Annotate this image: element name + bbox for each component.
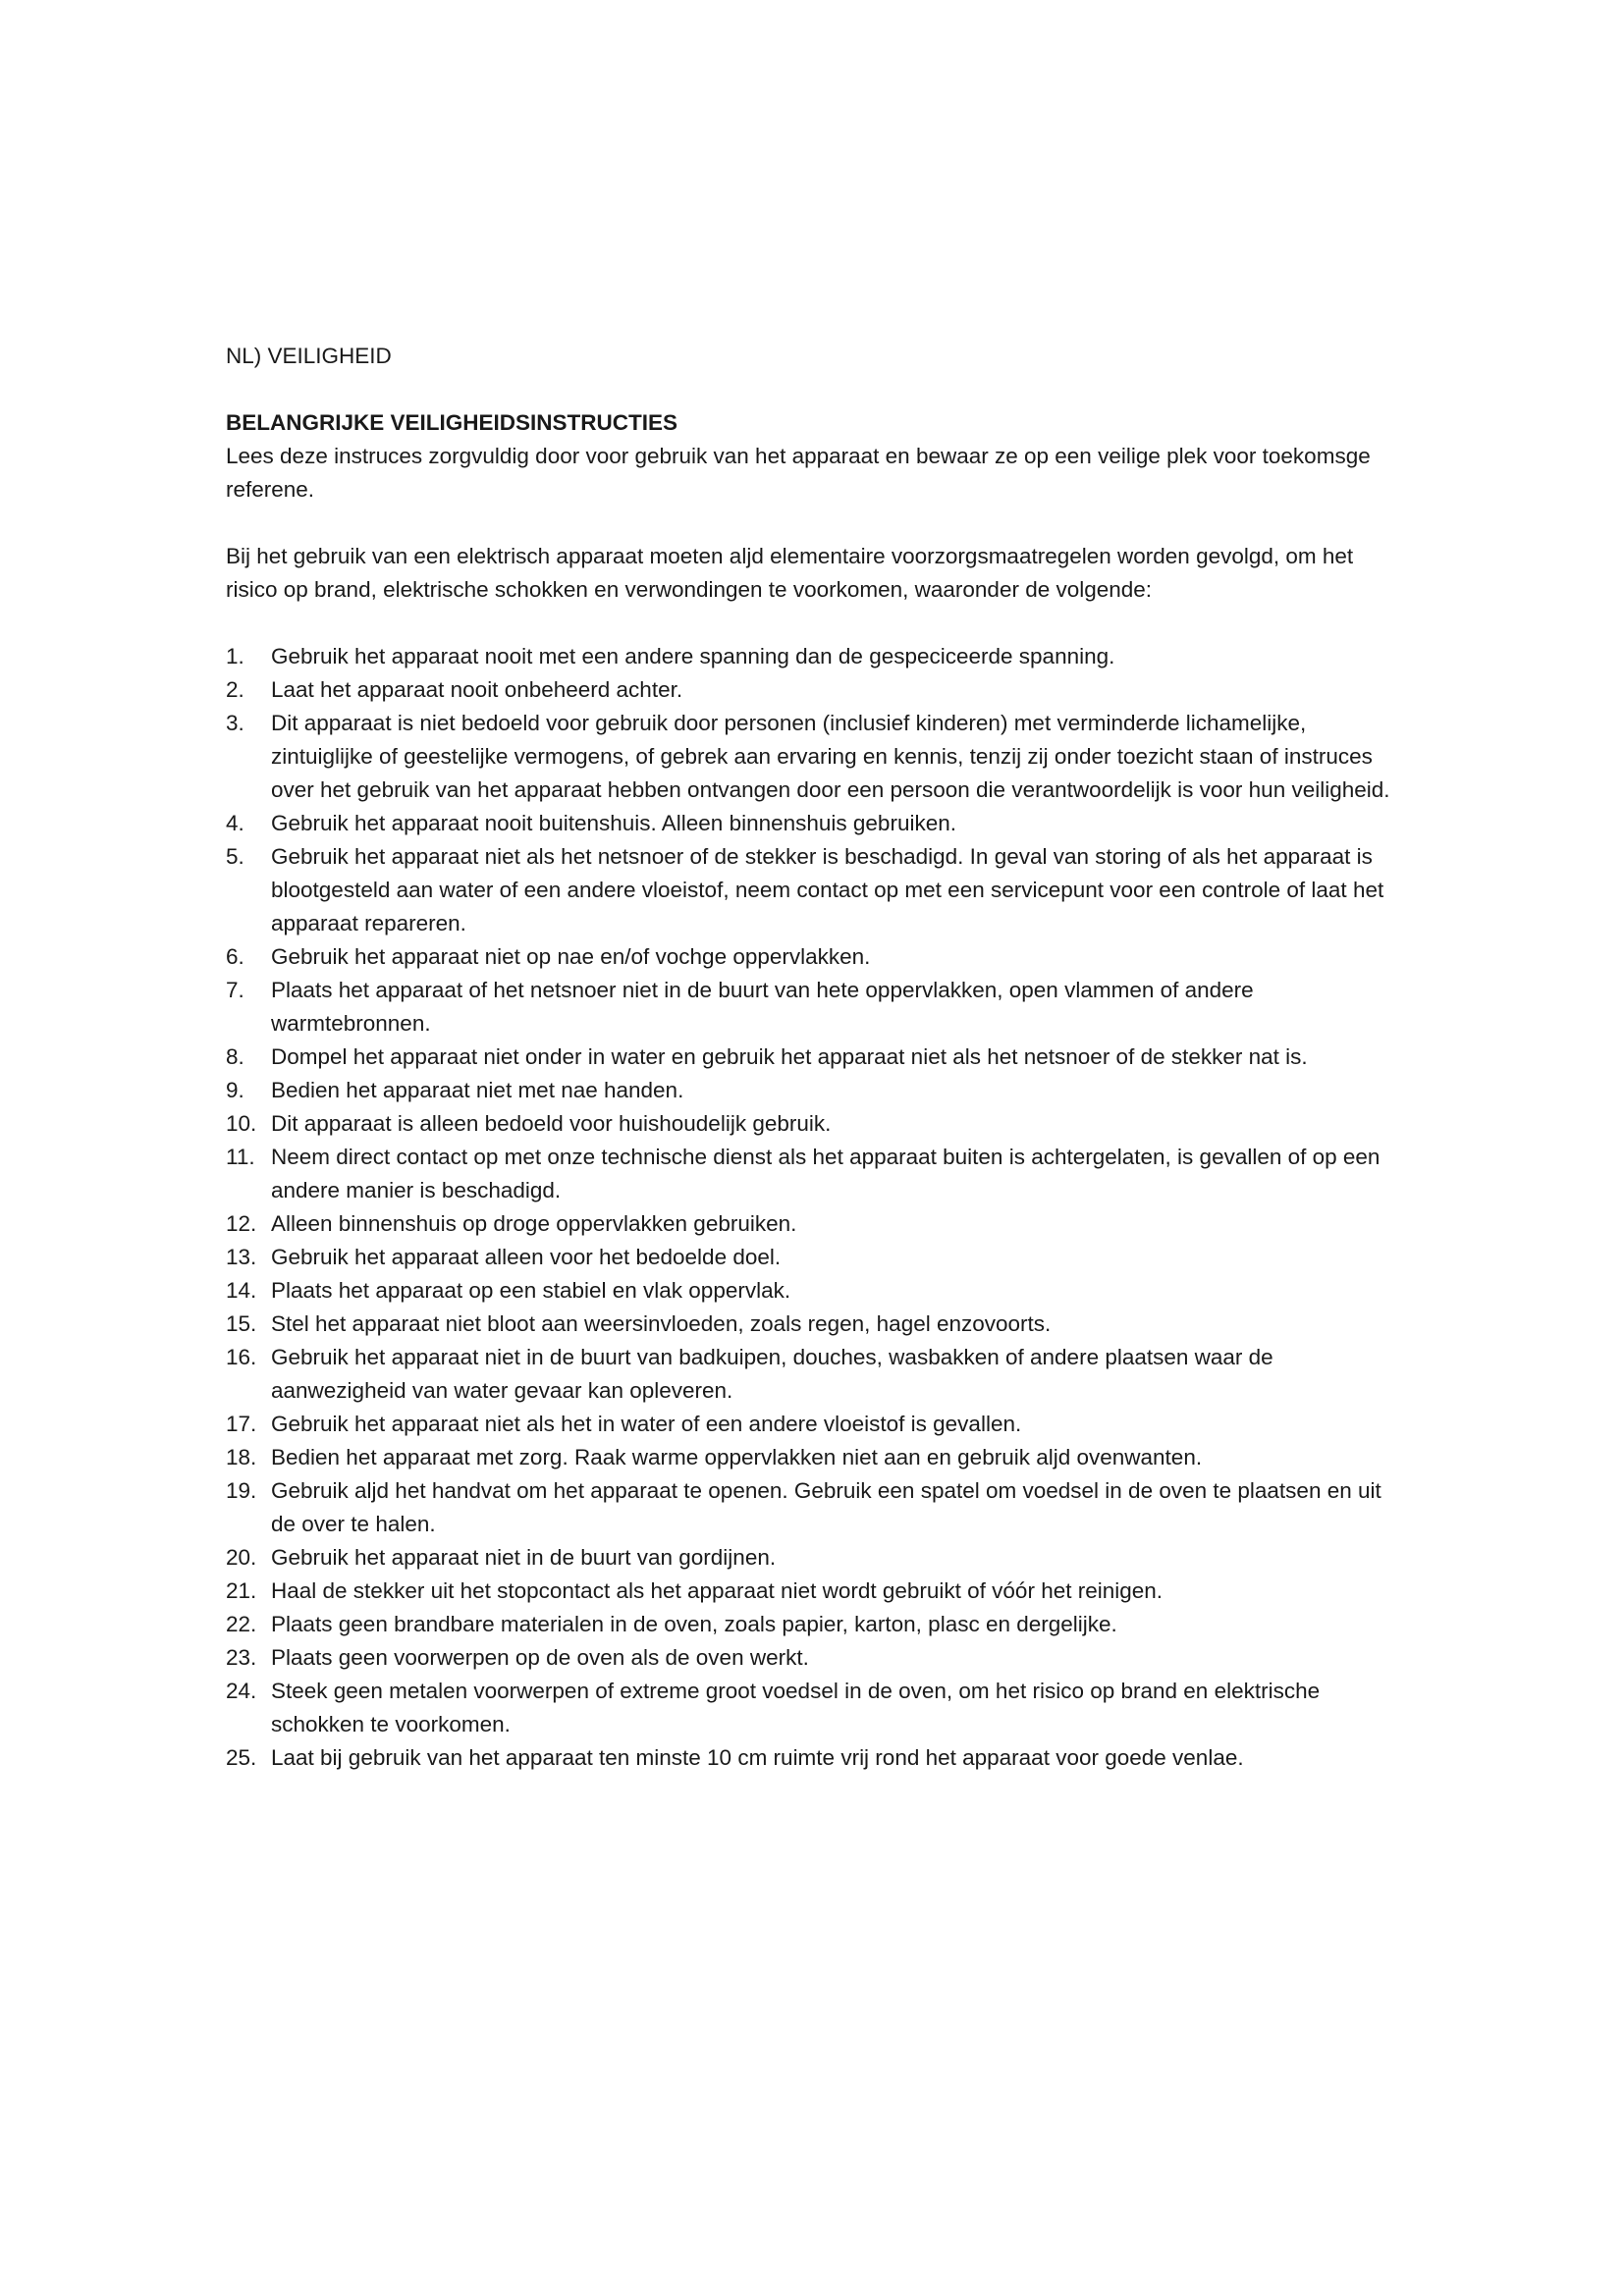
instruction-item — [226, 1441, 1404, 1474]
instruction-number: 3. — [226, 711, 244, 735]
instruction-number: 23. — [226, 1645, 257, 1670]
document-page — [226, 340, 1404, 1775]
instruction-number: 14. — [226, 1278, 257, 1303]
precautions-paragraph: Bij het gebruik van een elektrisch apparaat moeten aljd elementaire voorzorgsmaatregelen worden gevolgd, om het risico op brand, elektrische schokken en verwondingen te voorkomen, waaronder de volgende: — [226, 544, 1354, 602]
instruction-number: 16. — [226, 1345, 257, 1369]
instruction-text: Gebruik het apparaat nooit buitenshuis. Alleen binnenshuis gebruiken. — [271, 811, 956, 835]
instruction-text: Gebruik aljd het handvat om het apparaat te openen. Gebruik een spatel om voedsel in de oven te plaatsen en uit de over te halen. — [271, 1478, 1381, 1536]
instruction-text: Plaats geen voorwerpen op de oven als de oven werkt. — [271, 1645, 809, 1670]
instruction-item — [226, 1474, 1404, 1541]
instruction-item — [226, 1675, 1404, 1741]
instruction-number: 1. — [226, 644, 244, 668]
instruction-number: 11. — [226, 1145, 255, 1169]
instruction-text: Gebruik het apparaat alleen voor het bedoelde doel. — [271, 1245, 782, 1269]
instruction-text: Bedien het apparaat niet met nae handen. — [271, 1078, 684, 1102]
instruction-item — [226, 1408, 1404, 1441]
instruction-item — [226, 1041, 1404, 1074]
instruction-item — [226, 1608, 1404, 1641]
instruction-text: Stel het apparaat niet bloot aan weersinvloeden, zoals regen, hagel enzovoorts. — [271, 1311, 1052, 1336]
instruction-item — [226, 1308, 1404, 1341]
instruction-number: 7. — [226, 978, 244, 1002]
instruction-number: 22. — [226, 1612, 257, 1636]
instruction-text: Laat bij gebruik van het apparaat ten minste 10 cm ruimte vrij rond het apparaat voor goede venlae. — [271, 1745, 1244, 1770]
instruction-number: 17. — [226, 1412, 257, 1436]
instruction-item — [226, 1074, 1404, 1107]
section-label: NL) VEILIGHEID — [226, 344, 392, 368]
instruction-number: 20. — [226, 1545, 257, 1570]
instruction-number: 15. — [226, 1311, 257, 1336]
instruction-number: 4. — [226, 811, 244, 835]
instruction-item — [226, 1207, 1404, 1241]
instruction-text: Gebruik het apparaat niet in de buurt van gordijnen. — [271, 1545, 777, 1570]
instruction-item — [226, 807, 1404, 840]
instruction-item — [226, 940, 1404, 974]
instruction-item — [226, 1741, 1404, 1775]
safety-heading: BELANGRIJKE VEILIGHEIDSINSTRUCTIES — [226, 410, 678, 435]
instruction-number: 5. — [226, 844, 244, 869]
instruction-item — [226, 1274, 1404, 1308]
instruction-number: 18. — [226, 1445, 257, 1469]
instruction-text: Gebruik het apparaat nooit met een andere spanning dan de gespeciceerde spanning. — [271, 644, 1115, 668]
instruction-number: 8. — [226, 1044, 244, 1069]
instruction-text: Neem direct contact op met onze technische dienst als het apparaat buiten is achtergelaten, is gevallen of op een andere manier is beschadigd. — [271, 1145, 1380, 1202]
instruction-number: 12. — [226, 1211, 257, 1236]
instruction-text: Gebruik het apparaat niet als het in water of een andere vloeistof is gevallen. — [271, 1412, 1022, 1436]
instruction-item — [226, 1341, 1404, 1408]
instruction-item — [226, 673, 1404, 707]
instruction-text: Bedien het apparaat met zorg. Raak warme oppervlakken niet aan en gebruik aljd ovenwanten. — [271, 1445, 1203, 1469]
instruction-text: Plaats geen brandbare materialen in de oven, zoals papier, karton, plasc en dergelijke. — [271, 1612, 1117, 1636]
instruction-item — [226, 1241, 1404, 1274]
instruction-text: Plaats het apparaat op een stabiel en vlak oppervlak. — [271, 1278, 791, 1303]
instruction-number: 21. — [226, 1578, 257, 1603]
instruction-text: Steek geen metalen voorwerpen of extreme groot voedsel in de oven, om het risico op brand en elektrische schokken te voorkomen. — [271, 1679, 1321, 1736]
instruction-text: Alleen binnenshuis op droge oppervlakken gebruiken. — [271, 1211, 797, 1236]
instruction-text: Haal de stekker uit het stopcontact als het apparaat niet wordt gebruikt of vóór het reinigen. — [271, 1578, 1164, 1603]
instruction-number: 2. — [226, 677, 244, 702]
instruction-number: 9. — [226, 1078, 244, 1102]
instruction-number: 19. — [226, 1478, 257, 1503]
instruction-item — [226, 1575, 1404, 1608]
instruction-number: 24. — [226, 1679, 257, 1703]
instruction-item — [226, 1107, 1404, 1141]
instruction-text: Dit apparaat is niet bedoeld voor gebruik door personen (inclusief kinderen) met verminderde lichamelijke, zintuiglijke of geestelijke vermogens, of gebrek aan ervaring en kennis, tenzij zij onder toezicht staan of instruces over het gebruik van het apparaat hebben ontvangen door een persoon die verantwoordelijk is voor hun veiligheid. — [271, 711, 1390, 802]
instruction-number: 10. — [226, 1111, 257, 1136]
instruction-item — [226, 840, 1404, 940]
instruction-text: Gebruik het apparaat niet op nae en/of vochge oppervlakken. — [271, 944, 871, 969]
instructions-list — [226, 640, 1404, 1775]
instruction-text: Gebruik het apparaat niet als het netsnoer of de stekker is beschadigd. In geval van storing of als het apparaat is blootgesteld aan water of een andere vloeistof, neem contact op met een servicepunt voor een controle of laat het apparaat repareren. — [271, 844, 1384, 935]
instruction-text: Dit apparaat is alleen bedoeld voor huishoudelijk gebruik. — [271, 1111, 832, 1136]
instruction-number: 6. — [226, 944, 244, 969]
instruction-item — [226, 974, 1404, 1041]
instruction-number: 25. — [226, 1745, 257, 1770]
instruction-item — [226, 707, 1404, 807]
instruction-item — [226, 1641, 1404, 1675]
instruction-item — [226, 1141, 1404, 1207]
instruction-text: Dompel het apparaat niet onder in water en gebruik het apparaat niet als het netsnoer of de stekker nat is. — [271, 1044, 1308, 1069]
instruction-number: 13. — [226, 1245, 257, 1269]
instruction-item — [226, 1541, 1404, 1575]
instruction-text: Gebruik het apparaat niet in de buurt van badkuipen, douches, wasbakken of andere plaatsen waar de aanwezigheid van water gevaar kan opleveren. — [271, 1345, 1273, 1403]
instruction-item — [226, 640, 1404, 673]
intro-paragraph: Lees deze instruces zorgvuldig door voor gebruik van het apparaat en bewaar ze op een veilige plek voor toekomsge referene. — [226, 444, 1371, 502]
instruction-text: Laat het apparaat nooit onbeheerd achter. — [271, 677, 683, 702]
instruction-text: Plaats het apparaat of het netsnoer niet in de buurt van hete oppervlakken, open vlammen of andere warmtebronnen. — [271, 978, 1254, 1036]
